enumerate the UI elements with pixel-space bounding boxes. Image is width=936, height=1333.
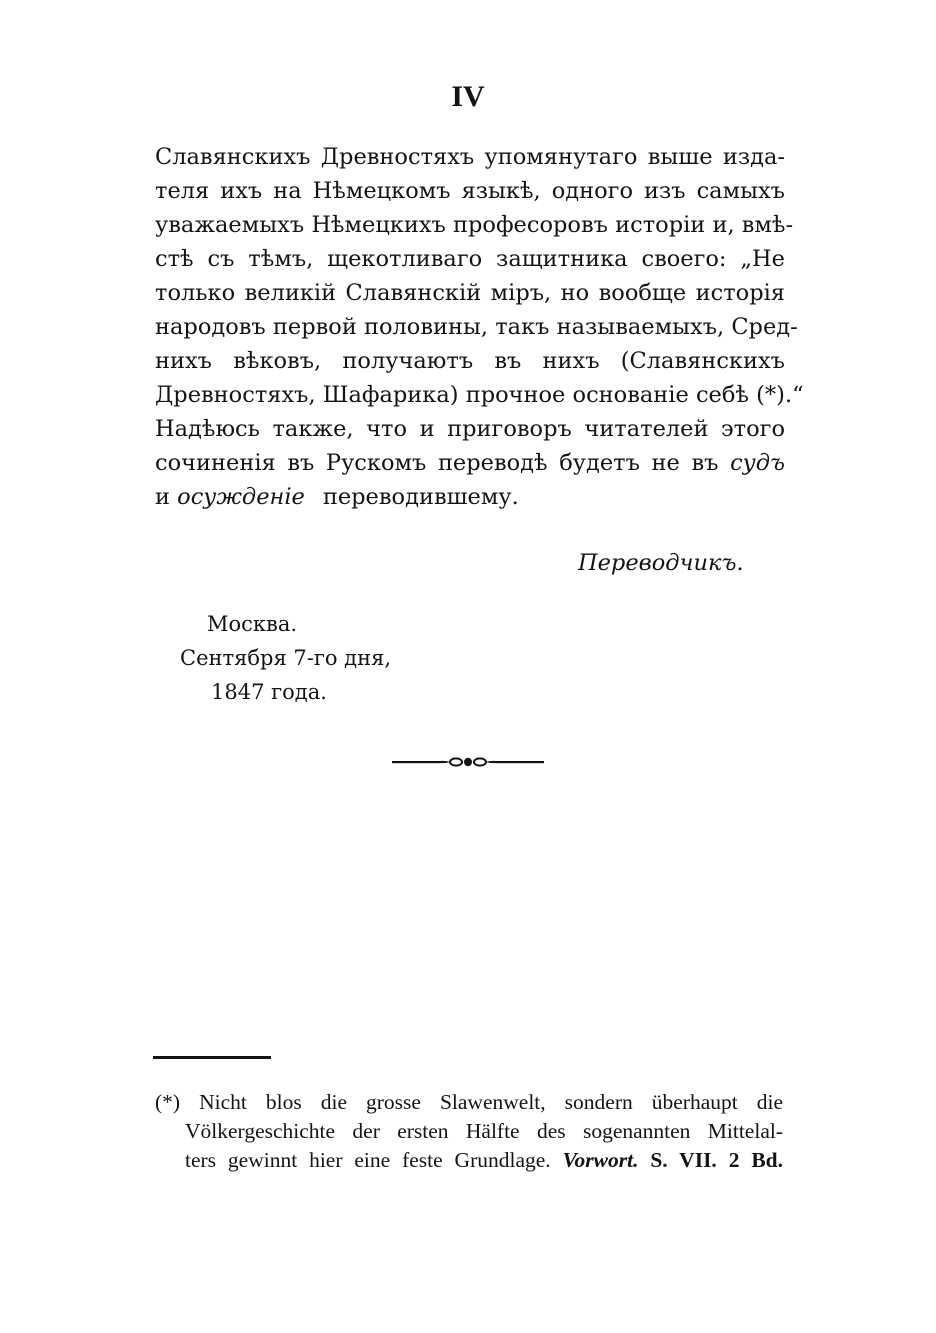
text-line-9: Надѣюсь также, что и приговоръ читателей этого (155, 416, 785, 442)
text-line-10-main: сочиненія въ Рускомъ переводѣ будетъ не въ (155, 450, 719, 476)
text-line-5: только великій Славянскій міръ, но вообще исторія (155, 280, 785, 306)
text-line-3: уважаемыхъ Нѣмецкихъ професоровъ исторіи и, вмѣ- (155, 212, 794, 238)
footnote-line-3-italic: Vorwort. (562, 1148, 639, 1172)
text-line-11 (155, 480, 785, 514)
footnote-line-3 (155, 1146, 783, 1175)
footnote (155, 1088, 783, 1175)
text-line-11-prefix: и (155, 484, 170, 510)
text-line-2: теля ихъ на Нѣмецкомъ языкѣ, одного изъ самыхъ (155, 178, 785, 204)
footnote-line-1: (*) Nicht blos die grosse Slawenwelt, sondern überhaupt die (155, 1090, 783, 1114)
text-line-10 (155, 446, 785, 480)
page-number: IV (451, 80, 485, 113)
place-date-year: 1847 года. (211, 680, 327, 704)
text-line-1: Славянскихъ Древностяхъ упомянутаго выше изда- (155, 144, 785, 170)
text-line-8: Древностяхъ, Шафарика) прочное основаніе себѣ (*).“ (155, 382, 804, 408)
footnote-line-2: Völkergeschichte der ersten Hälfte des sogenannten Mittelal- (185, 1119, 783, 1143)
text-line-7: нихъ вѣковъ, получаютъ въ нихъ (Славянскихъ (155, 348, 785, 374)
footnote-line-3-ref: S. VII. 2 Bd. (650, 1148, 783, 1172)
footnote-rule (153, 1056, 271, 1059)
text-line-4: стѣ съ тѣмъ, щекотливаго защитника своего: „Не (155, 246, 785, 272)
text-line-6: народовъ первой половины, такъ называемыхъ, Сред- (155, 314, 798, 340)
text-line-10-italic: судъ (730, 450, 785, 476)
ornament-divider (390, 752, 546, 772)
main-text (155, 140, 804, 514)
place-date-day: Сентября 7-го дня, (180, 646, 391, 670)
text-line-11-suffix: переводившему. (322, 484, 519, 510)
place-city: Москва. (207, 612, 298, 636)
translator-signature: Переводчикъ. (578, 550, 744, 576)
text-line-11-italic: осужденіе (177, 484, 305, 510)
footnote-line-3-text: ters gewinnt hier eine feste Grundlage. (185, 1148, 551, 1172)
